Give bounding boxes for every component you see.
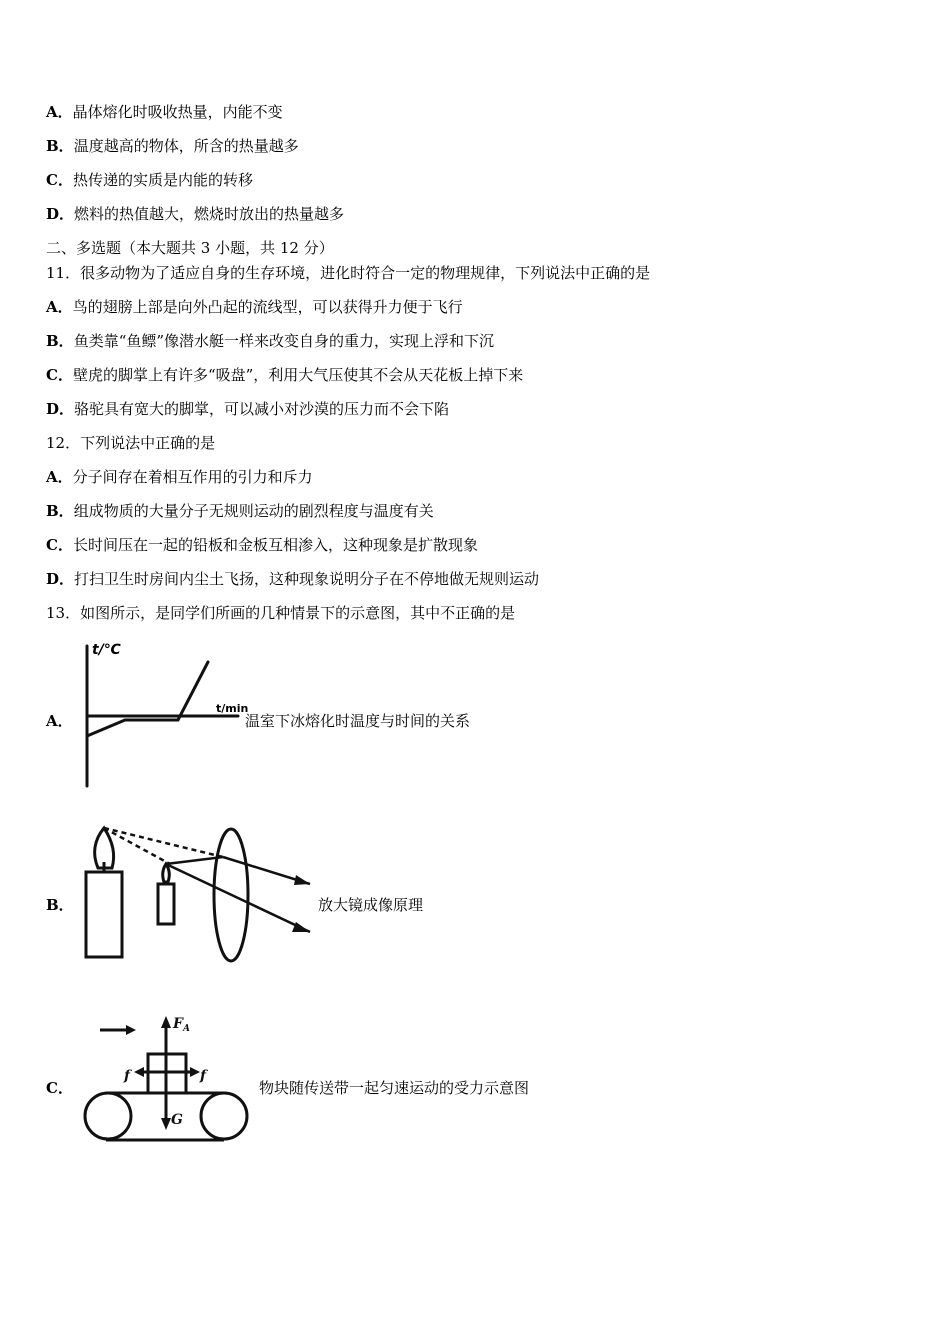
option-letter: A． bbox=[46, 468, 73, 486]
option-letter: A． bbox=[46, 298, 73, 316]
ray-1-arrowhead bbox=[294, 875, 310, 885]
candle-object-flame bbox=[163, 864, 170, 882]
q11-option-a bbox=[46, 297, 463, 317]
option-letter: D． bbox=[46, 400, 75, 418]
q10-option-d bbox=[46, 204, 344, 224]
option-text: 温度越高的物体，所含的热量越多 bbox=[73, 137, 299, 155]
virtual-ray-1 bbox=[104, 828, 223, 857]
q12-option-a bbox=[46, 467, 313, 487]
right-roller bbox=[201, 1093, 247, 1139]
q11-option-b bbox=[46, 331, 494, 351]
force-label-left: f bbox=[124, 1068, 131, 1084]
q12-option-d bbox=[46, 569, 539, 589]
q11-stem: 11．很多动物为了适应自身的生存环境，进化时符合一定的物理规律，下列说法中正确的是 bbox=[46, 264, 651, 282]
option-text: 打扫卫生时房间内尘土飞扬，这种现象说明分子在不停地做无规则运动 bbox=[74, 570, 540, 588]
q10-option-b bbox=[46, 136, 299, 156]
option-letter: C． bbox=[46, 171, 73, 189]
q12-stem: 12．下列说法中正确的是 bbox=[46, 434, 216, 452]
q13-figure-c-diagram bbox=[78, 1010, 256, 1148]
q13-figure-a-label: A． bbox=[46, 712, 73, 730]
melting-curve bbox=[87, 662, 208, 736]
option-text: 鱼类靠“鱼鳔”像潜水艇一样来改变自身的重力，实现上浮和下沉 bbox=[73, 332, 495, 350]
option-text: 鸟的翅膀上部是向外凸起的流线型，可以获得升力便于飞行 bbox=[72, 298, 463, 316]
option-letter: B． bbox=[46, 502, 74, 520]
q12-option-c bbox=[46, 535, 478, 555]
candle-object-body bbox=[158, 884, 174, 924]
option-letter: B． bbox=[46, 332, 74, 350]
force-label-right: f bbox=[200, 1068, 207, 1084]
option-letter: C． bbox=[46, 536, 73, 554]
option-text: 壁虎的脚掌上有许多“吸盘”，利用大气压使其不会从天花板上掉下来 bbox=[72, 366, 524, 384]
q11-option-c bbox=[46, 365, 523, 385]
q10-option-a bbox=[46, 102, 283, 122]
q13-figure-b-caption: 放大镜成像原理 bbox=[318, 896, 424, 914]
option-text: 晶体熔化时吸收热量，内能不变 bbox=[72, 103, 283, 121]
q13-figure-b-diagram bbox=[78, 822, 318, 967]
x-axis-label: t/min bbox=[216, 702, 249, 715]
y-axis-label: t/℃ bbox=[92, 642, 121, 658]
force-label-up: $F_A$ bbox=[173, 1016, 190, 1034]
option-text: 组成物质的大量分子无规则运动的剧烈程度与温度有关 bbox=[73, 502, 434, 520]
q13-figure-c-caption: 物块随传送带一起匀速运动的受力示意图 bbox=[259, 1079, 530, 1097]
candle-image-body bbox=[86, 872, 122, 957]
q13-figure-b-label: B． bbox=[46, 896, 74, 914]
option-text: 燃料的热值越大，燃烧时放出的热量越多 bbox=[74, 205, 345, 223]
left-roller bbox=[85, 1093, 131, 1139]
q12-option-b bbox=[46, 501, 434, 521]
option-letter: A． bbox=[46, 103, 73, 121]
option-letter: B． bbox=[46, 137, 74, 155]
q13-figure-c-label: C． bbox=[46, 1079, 73, 1097]
q13-figure-a-caption: 温室下冰熔化时温度与时间的关系 bbox=[245, 712, 471, 730]
option-letter: C． bbox=[46, 366, 73, 384]
q13-figure-a-graph bbox=[70, 636, 250, 791]
option-letter: D． bbox=[46, 570, 75, 588]
ray-2 bbox=[166, 864, 310, 932]
option-text: 长时间压在一起的铅板和金板互相渗入，这种现象是扩散现象 bbox=[72, 536, 478, 554]
q13-stem: 13．如图所示，是同学们所画的几种情景下的示意图，其中不正确的是 bbox=[46, 604, 516, 622]
option-text: 骆驼具有宽大的脚掌，可以减小对沙漠的压力而不会下陷 bbox=[74, 400, 450, 418]
option-text: 分子间存在着相互作用的引力和斥力 bbox=[72, 468, 313, 486]
force-label-down: G bbox=[171, 1112, 183, 1128]
q10-option-c bbox=[46, 170, 253, 190]
option-text: 热传递的实质是内能的转移 bbox=[72, 171, 253, 189]
q11-option-d bbox=[46, 399, 449, 419]
ray-1-in bbox=[166, 857, 223, 864]
option-letter: D． bbox=[46, 205, 75, 223]
section-title: 二、多选题（本大题共 3 小题，共 12 分） bbox=[46, 239, 334, 257]
